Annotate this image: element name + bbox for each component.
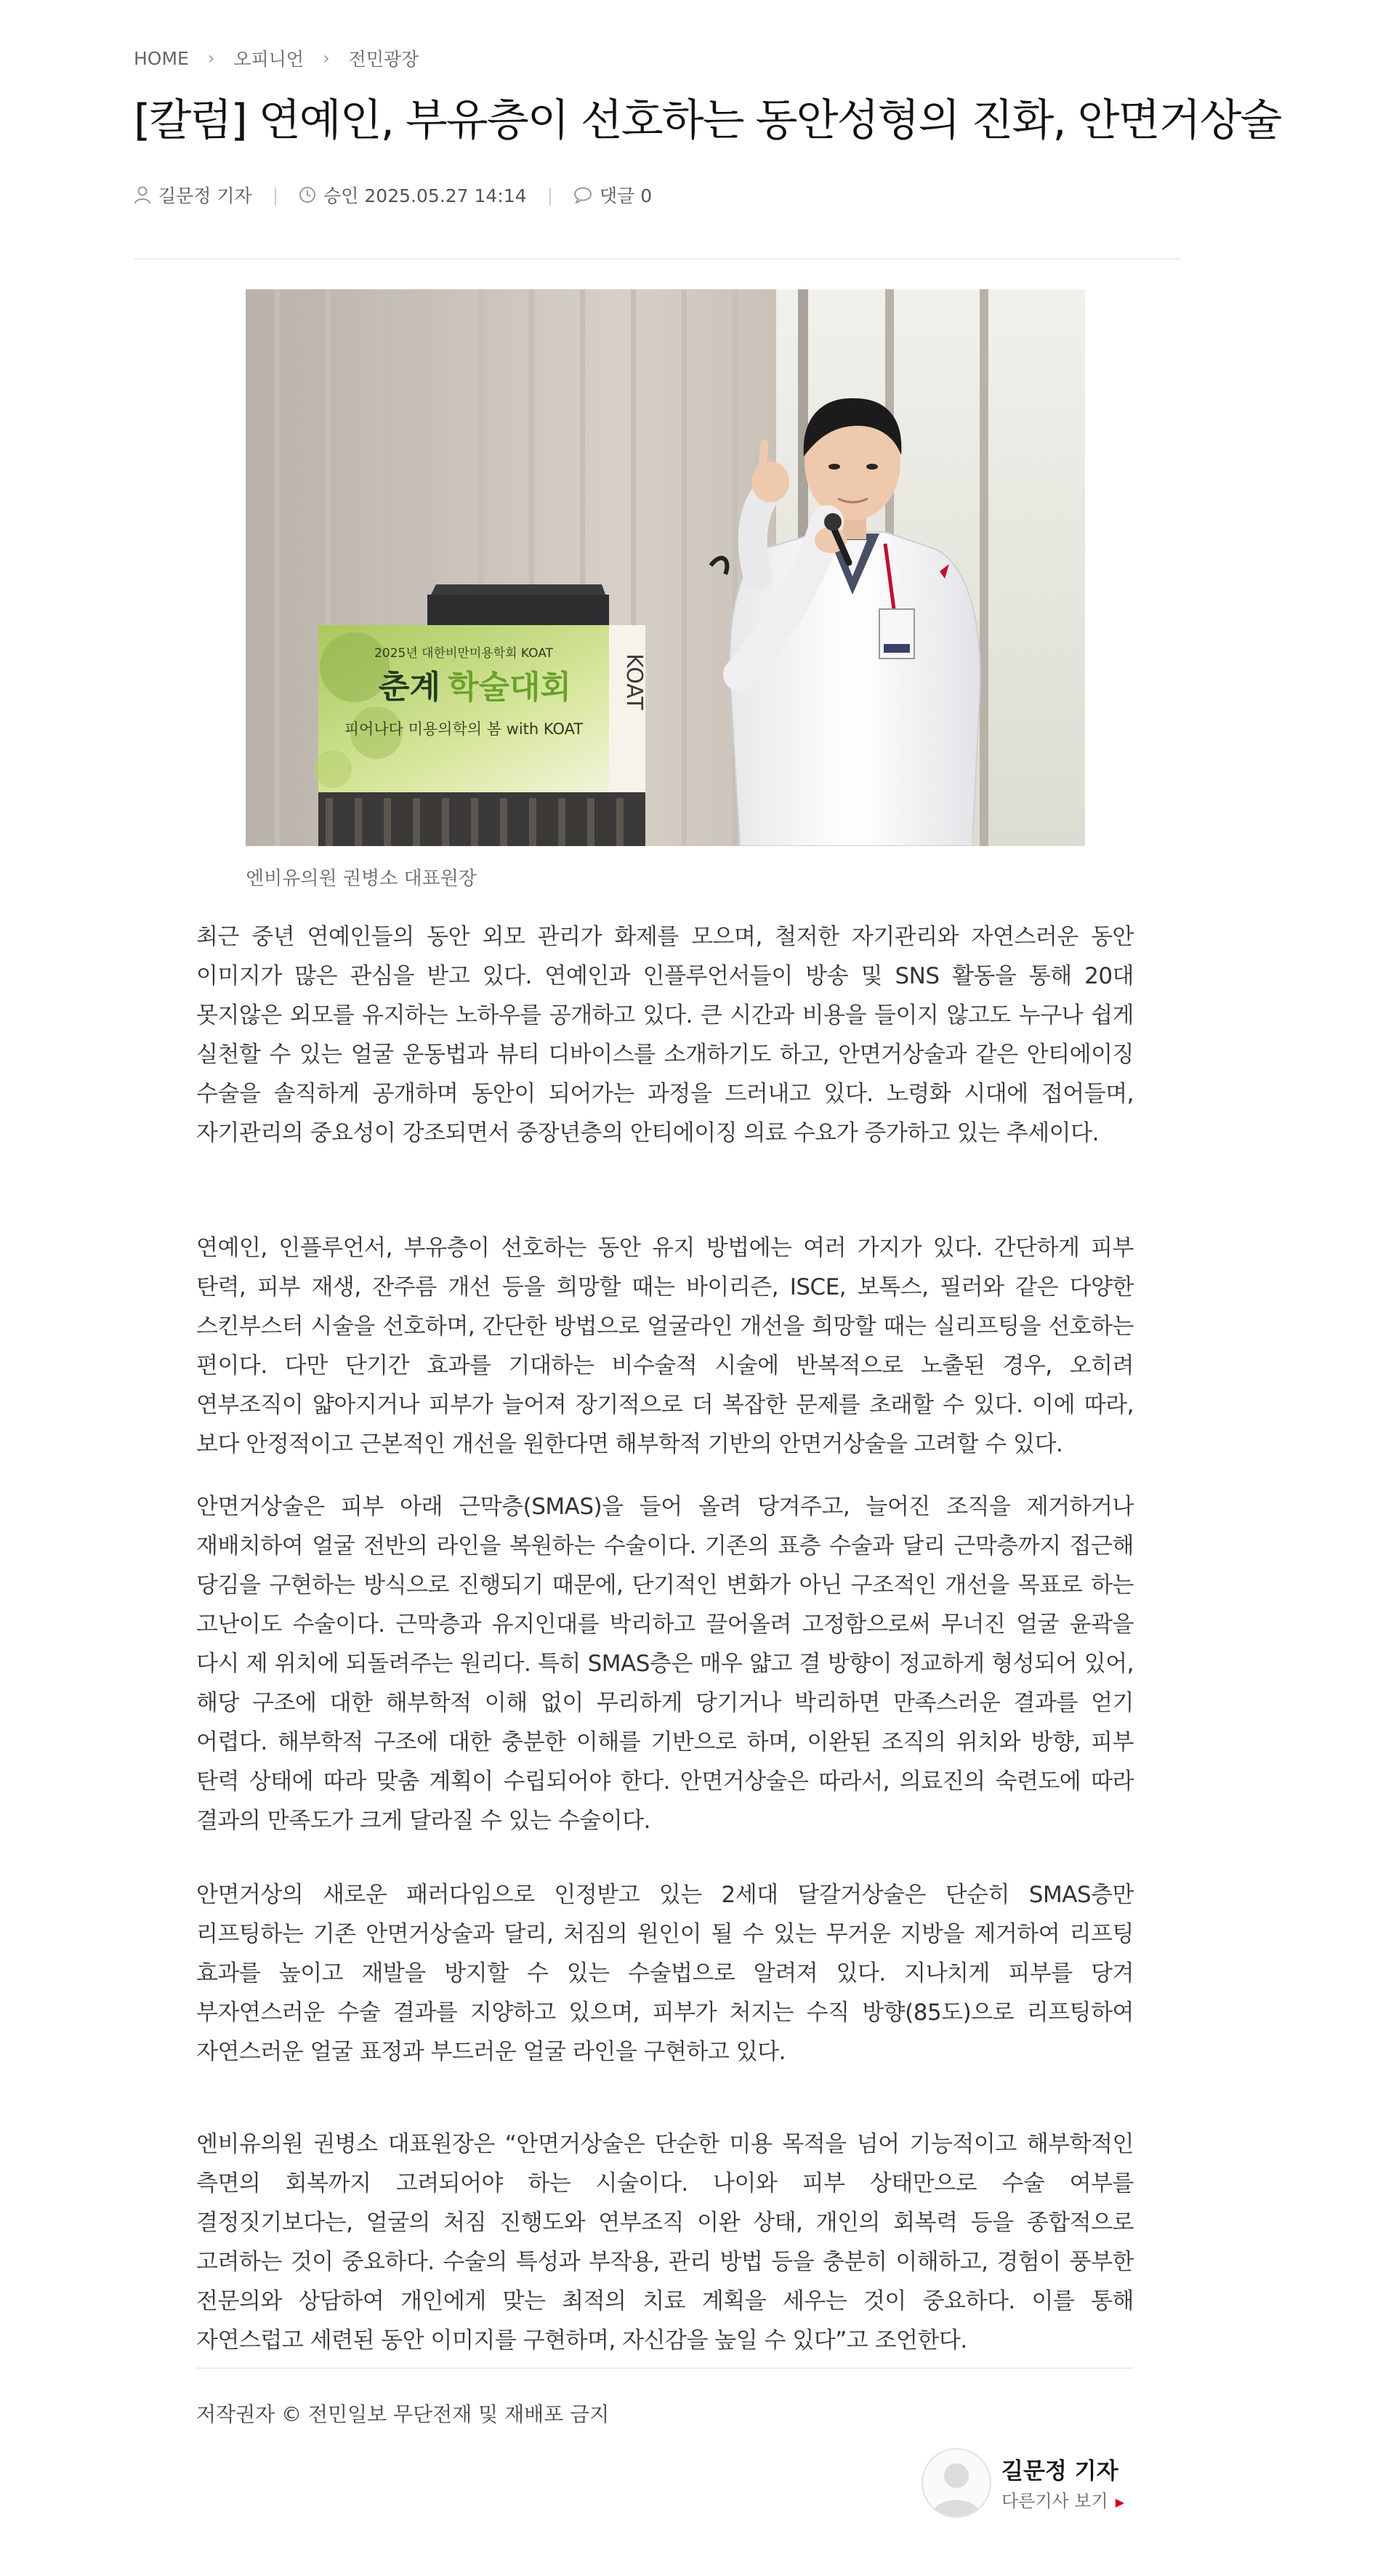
banner-title-b: 학술대회 [448, 669, 572, 706]
reporter-box [922, 2448, 1140, 2521]
comment-icon [573, 186, 592, 204]
banner-line1: 2025년 대한비만미용학회 KOAT [374, 646, 553, 661]
clock-icon [299, 186, 316, 204]
approval-time: 승인 2025.05.27 14:14 [323, 185, 527, 206]
approval-info [299, 182, 526, 208]
article-paragraph [196, 1487, 1134, 1840]
breadcrumb-subsection-link[interactable]: 전민광장 [348, 49, 419, 70]
comment-count: 댓글 0 [599, 185, 653, 206]
author-name: 길문정 기자 [158, 185, 252, 206]
divider [196, 2367, 1134, 2369]
paragraph-text: 엔비유의원 권병소 대표원장은 “안면거상술은 단순한 미용 목적을 넘어 기능적이고 해부학적인 측면의 회복까지 고려되어야 하는 시술이다. 나이와 피부 상태만으로 수술 여부를 결정짓기보다는, 얼굴의 처짐 진행도와 연부조직 이완 상태, 개인의 회복력 등을 종합적으로 고려하는 것이 중요하다. 수술의 특성과 부작용, 관리 방법 등을 충분히 이해하고, 경험이 풍부한 전문의와 상담하여 개인에게 맞는 최적의 치료 계획을 세우는 것이 중요하다. 이를 통해 자연스럽고 세련된 동안 이미지를 구현하며, 자신감을 높일 수 있다”고 조언한다. [196, 2131, 1134, 2354]
avatar-placeholder-icon [923, 2450, 990, 2516]
chevron-right-icon: › [207, 48, 215, 68]
user-icon [134, 185, 151, 204]
meta-divider: | [272, 184, 279, 206]
breadcrumb [134, 45, 419, 71]
article-paragraph [196, 1875, 1134, 2072]
chevron-right-icon: › [323, 48, 330, 68]
meta-divider: | [547, 184, 553, 206]
banner-line3: 피어나다 미용의학의 봄 with KOAT [344, 720, 584, 738]
article-meta [134, 182, 652, 208]
comments-link[interactable] [573, 182, 652, 208]
breadcrumb-section-link[interactable]: 오피니언 [233, 49, 305, 70]
paragraph-text: 최근 중년 연예인들의 동안 외모 관리가 화제를 모으며, 철저한 자기관리와 자연스러운 동안 이미지가 많은 관심을 받고 있다. 연예인과 인플루언서들이 방송 및 SNS 활동을 통해 20대 못지않은 외모를 유지하는 노하우를 공개하고 있다. 큰 시간과 비용을 들이지 않고도 누구나 쉽게 실천할 수 있는 얼굴 운동법과 뷰티 디바이스를 소개하기도 하고, 안면거상술과 같은 안티에이징 수술을 솔직하게 공개하며 동안이 되어가는 과정을 드러내고 있다. 노령화 시대에 접어들며, 자기관리의 중요성이 강조되면서 중장년층의 안티에이징 의료 수요가 증가하고 있는 추세이다. [196, 924, 1134, 1146]
paragraph-text: 연예인, 인플루언서, 부유층이 선호하는 동안 유지 방법에는 여러 가지가 있다. 간단하게 피부 탄력, 피부 재생, 잔주름 개선 등을 희망할 때는 바이리즌, ISCE, 보톡스, 필러와 같은 다양한 스킨부스터 시술을 선호하며, 간단한 방법으로 얼굴라인 개선을 희망할 때는 실리프팅을 선호하는 편이다. 다만 단기간 효과를 기대하는 비수술적 시술에 반복적으로 노출된 경우, 오히려 연부조직이 얇아지거나 피부가 늘어져 장기적으로 더 복잡한 문제를 초래할 수 있다. 이에 따라, 보다 안정적이고 근본적인 개선을 원한다면 해부학적 기반의 안면거상술을 고려할 수 있다. [196, 1235, 1134, 1457]
article-title: [칼럼] 연예인, 부유층이 선호하는 동안성형의 진화, 안면거상술 [134, 95, 1281, 146]
article-paragraph [196, 1228, 1134, 1464]
divider [134, 258, 1180, 259]
reporter-more-articles-link[interactable] [1001, 2487, 1124, 2512]
photo-caption: 엔비유의원 권병소 대표원장 [246, 868, 477, 890]
reporter-avatar [922, 2448, 991, 2518]
author-info [134, 182, 252, 208]
article-paragraph [196, 917, 1134, 1153]
more-articles-label: 다른기사 보기 [1001, 2491, 1108, 2511]
breadcrumb-home-link[interactable]: HOME [134, 47, 189, 69]
paragraph-text: 안면거상술은 피부 아래 근막층(SMAS)을 들어 올려 당겨주고, 늘어진 조직을 제거하거나 재배치하여 얼굴 전반의 라인을 복원하는 수술이다. 기존의 표층 수술과 달리 근막층까지 접근해 당김을 구현하는 방식으로 진행되기 때문에, 단기적인 변화가 아닌 구조적인 개선을 목표로 하는 고난이도 수술이다. 근막층과 유지인대를 박리하고 끌어올려 고정함으로써 무너진 얼굴 윤곽을 다시 제 위치에 되돌려주는 원리다. 특히 SMAS층은 매우 얇고 결 방향이 정교하게 형성되어 있어, 해당 구조에 대한 해부학적 이해 없이 무리하게 당기거나 박리하면 만족스러운 결과를 얻기 어렵다. 해부학적 구조에 대한 충분한 이해를 기반으로 하며, 이완된 조직의 위치와 방향, 피부 탄력 상태에 따라 맞춤 계획이 수립되어야 한다. 안면거상술은 따라서, 의료진의 숙련도에 따라 결과의 만족도가 크게 달라질 수 있는 수술이다. [196, 1494, 1134, 1834]
banner-title-a: 춘계 [378, 669, 440, 706]
banner-side-text: KOAT [621, 653, 647, 710]
reporter-name: 길문정 기자 [1001, 2458, 1118, 2484]
paragraph-text: 안면거상의 새로운 패러다임으로 인정받고 있는 2세대 달갈거상술은 단순히 SMAS층만 리프팅하는 기존 안면거상술과 달리, 처짐의 원인이 될 수 있는 무거운 지방을 제거하여 리프팅 효과를 높이고 재발을 방지할 수 있는 수술법으로 알려져 있다. 지나치게 피부를 당겨 부자연스러운 수술 결과를 지양하고 있으며, 피부가 처지는 수직 방향(85도)으로 리프팅하여 자연스러운 얼굴 표정과 부드러운 얼굴 라인을 구현하고 있다. [196, 1882, 1134, 2065]
article-paragraph [196, 2125, 1134, 2360]
article-photo [246, 289, 1085, 846]
copyright-notice: 저작권자 © 전민일보 무단전재 및 재배포 금지 [196, 2402, 610, 2426]
triangle-right-icon: ▶ [1115, 2495, 1125, 2509]
